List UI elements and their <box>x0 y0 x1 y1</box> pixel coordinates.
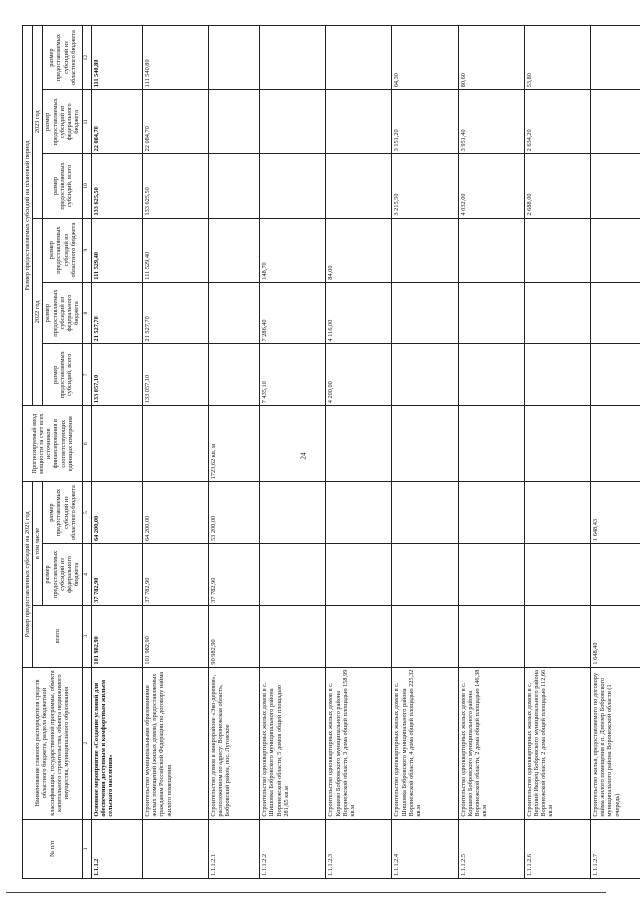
value-cell: 111 529,40 <box>142 218 208 282</box>
value-cell: 101 982,90 <box>91 605 142 667</box>
value-cell <box>590 218 640 282</box>
value-cell <box>208 154 259 218</box>
value-cell: 111 540,80 <box>91 26 142 90</box>
value-cell: 3 215,50 <box>392 154 458 218</box>
value-cell: 64 200,00 <box>142 482 208 544</box>
value-cell <box>260 406 326 482</box>
value-cell: 21 527,70 <box>91 282 142 344</box>
table-row <box>142 26 208 879</box>
header-plan: Размер предоставляемых субсидий на плановый период <box>23 26 33 406</box>
row-number-cell: 1.1.1.2.1 <box>208 819 259 878</box>
value-cell <box>524 605 590 667</box>
col-number: 12 <box>82 26 91 90</box>
value-cell <box>392 218 458 282</box>
value-cell: 4 032,00 <box>458 154 524 218</box>
row-name-cell: Строительство домов в микрорайоне «Эко-деревня», расположенном по адресу: Воронежская область, Бобровский район, пос. Луговское <box>208 667 259 819</box>
header-2023: 2023 год <box>33 26 43 219</box>
col-number: 11 <box>82 90 91 154</box>
value-cell <box>260 26 326 90</box>
value-cell: 64 200,00 <box>91 482 142 544</box>
col-number: 4 <box>82 544 91 606</box>
header-2022: 2022 год <box>33 218 43 406</box>
row-name-cell: Строительство жилья, предоставляемого по договору найма жилого помещения в п. Дзензер Бобровского муниципального района Воронежской области (1 очередь) <box>590 667 640 819</box>
value-cell <box>458 218 524 282</box>
value-cell: 4 116,00 <box>326 282 392 344</box>
value-cell <box>458 482 524 544</box>
row-name-cell: Строительство муниципальными образованиями жилых помещений (жилых домов), предоставляемых гражданам Российской Федерации по договору найма жилого помещения <box>142 667 208 819</box>
col-number: 2 <box>82 667 91 819</box>
column-numbers-row <box>82 26 91 879</box>
row-name-cell: Строительство одноквартирных жилых домов в с. Верхний Икорец Бобровского муниципального района Воронежской области, 2 дома общей площадью 112,66 кв.м <box>524 667 590 819</box>
table-row <box>91 26 142 879</box>
value-cell: 3 151,20 <box>392 90 458 154</box>
value-cell <box>524 482 590 544</box>
value-cell <box>590 406 640 482</box>
header-2021: Размер предоставленных субсидий на 2021 год <box>23 482 33 667</box>
header-obl-2023: размер предоставляемых субсидий из областного бюджета <box>43 26 82 90</box>
page-bottom-line <box>6 892 606 893</box>
col-number: 8 <box>82 282 91 344</box>
value-cell <box>208 218 259 282</box>
value-cell: 84,00 <box>326 218 392 282</box>
value-cell <box>590 26 640 90</box>
value-cell <box>260 482 326 544</box>
row-number-cell: 1.1.1.2.5 <box>458 819 524 878</box>
value-cell: 64,30 <box>392 26 458 90</box>
value-cell <box>208 90 259 154</box>
value-cell <box>590 544 640 606</box>
value-cell <box>458 344 524 406</box>
header-total-2023: размер предоставляемых субсидий, всего <box>43 154 82 218</box>
row-name-cell: Строительство одноквартирных жилых домов в с. Коршево Бобровского муниципального района Воронежской области, 2 дома общей площадью 146,38 кв.м <box>458 667 524 819</box>
value-cell: 101 982,90 <box>142 605 208 667</box>
value-cell <box>326 605 392 667</box>
value-cell <box>458 282 524 344</box>
value-cell <box>458 605 524 667</box>
value-cell: 53 200,00 <box>208 482 259 544</box>
value-cell: 133 057,10 <box>91 344 142 406</box>
header-obl-2022: размер предоставляемых субсидий из областного бюджета <box>43 218 82 282</box>
value-cell <box>91 406 142 482</box>
row-number-cell <box>142 819 208 878</box>
value-cell <box>590 90 640 154</box>
row-number-cell: 1.1.1.2.4 <box>392 819 458 878</box>
value-cell: 1723,62 кв. м <box>208 406 259 482</box>
value-cell: 80,60 <box>458 26 524 90</box>
row-name-cell: Строительство одноквартирных жилых домов в с. Коршево Бобровского муниципального района Воронежской области, 3 дома общей площадью 158,99 кв.м <box>326 667 392 819</box>
value-cell: 53,80 <box>524 26 590 90</box>
table-row <box>524 26 590 879</box>
header-fed-2023: размер предоставляемых субсидий из федерального бюджета <box>43 90 82 154</box>
value-cell <box>458 544 524 606</box>
value-cell: 22 084,70 <box>91 90 142 154</box>
col-number: 9 <box>82 218 91 282</box>
value-cell <box>260 544 326 606</box>
table-row <box>208 26 259 879</box>
value-cell <box>260 154 326 218</box>
value-cell <box>326 154 392 218</box>
value-cell: 22 084,70 <box>142 90 208 154</box>
header-fed-2021: размер предоставляемых субсидий из федерального бюджета <box>43 544 82 606</box>
header-incl: в том числе <box>33 482 43 606</box>
value-cell: 3 951,40 <box>458 90 524 154</box>
value-cell <box>326 544 392 606</box>
value-cell: 111 529,40 <box>91 218 142 282</box>
value-cell <box>590 154 640 218</box>
value-cell <box>208 282 259 344</box>
table-row <box>590 26 640 879</box>
table-row <box>326 26 392 879</box>
value-cell: 21 527,70 <box>142 282 208 344</box>
header-capacity: Прогнозируемый ввод мощности за счет всех источников финансирования в соответствующих единицах измерения <box>23 406 83 482</box>
row-number-cell: 1.1.1.2.3 <box>326 819 392 878</box>
value-cell <box>260 90 326 154</box>
subsidy-table-container <box>22 25 621 879</box>
value-cell <box>326 482 392 544</box>
value-cell <box>392 544 458 606</box>
row-number-cell: 1.1.1.2 <box>91 819 142 878</box>
table-row <box>458 26 524 879</box>
header-name: Наименование главного распорядителя средств областного бюджета, раздела бюджетной классификации, государственной программы, объекта капитального строительства, объекта недвижимого имущества, муниципального образования <box>23 667 83 819</box>
value-cell: 133 625,50 <box>142 154 208 218</box>
value-cell: 37 782,90 <box>208 544 259 606</box>
col-number: 7 <box>82 344 91 406</box>
header-total-2021: всего <box>33 605 82 667</box>
value-cell <box>590 344 640 406</box>
row-name-cell: Строительство одноквартирных жилых домов в с. Шишовка Бобровского муниципального района Воронежской области, 4 дома общей площадью 225,32 кв.м <box>392 667 458 819</box>
header-total-2022: размер предоставляемых субсидий, всего <box>43 344 82 406</box>
col-number: 5 <box>82 482 91 544</box>
value-cell: 111 540,80 <box>142 26 208 90</box>
value-cell <box>260 605 326 667</box>
value-cell <box>458 406 524 482</box>
value-cell <box>392 282 458 344</box>
value-cell <box>142 406 208 482</box>
value-cell <box>392 605 458 667</box>
value-cell <box>326 26 392 90</box>
value-cell: 2 634,20 <box>524 90 590 154</box>
row-number-cell: 1.1.1.2.7 <box>590 819 640 878</box>
value-cell <box>392 406 458 482</box>
row-name-cell: Основное мероприятие «Создание условий для обеспечения доступным и комфортным жильем сельского населения» <box>91 667 142 819</box>
value-cell: 133 057,10 <box>142 344 208 406</box>
value-cell <box>590 282 640 344</box>
value-cell <box>524 282 590 344</box>
value-cell: 7 286,40 <box>260 282 326 344</box>
table-row <box>392 26 458 879</box>
value-cell <box>524 406 590 482</box>
value-cell <box>392 482 458 544</box>
value-cell <box>524 544 590 606</box>
value-cell <box>326 90 392 154</box>
value-cell: 4 200,00 <box>326 344 392 406</box>
value-cell: 1 648,43 <box>590 482 640 544</box>
value-cell: 1 648,40 <box>590 605 640 667</box>
value-cell: 37 782,90 <box>142 544 208 606</box>
value-cell: 7 435,10 <box>260 344 326 406</box>
row-number-cell: 1.1.1.2.6 <box>524 819 590 878</box>
row-number-cell: 1.1.1.2.2 <box>260 819 326 878</box>
value-cell: 37 782,90 <box>91 544 142 606</box>
row-name-cell: Строительство одноквартирных жилых домов в с. Шишовка Бобровского муниципального района Воронежской области, 5 домов общей площадью 281,65 кв.м <box>260 667 326 819</box>
value-cell <box>524 218 590 282</box>
header-fed-2022: размер предоставляемых субсидий из федерального бюджета <box>43 282 82 344</box>
value-cell: 148,70 <box>260 218 326 282</box>
value-cell <box>208 344 259 406</box>
col-number: 6 <box>82 406 91 482</box>
value-cell: 133 625,50 <box>91 154 142 218</box>
value-cell <box>392 344 458 406</box>
value-cell: 90 982,90 <box>208 605 259 667</box>
value-cell <box>524 344 590 406</box>
value-cell: 2 688,00 <box>524 154 590 218</box>
col-number: 3 <box>82 605 91 667</box>
value-cell <box>208 26 259 90</box>
col-number: 10 <box>82 154 91 218</box>
col-number: 1 <box>82 819 91 878</box>
table-row <box>260 26 326 879</box>
header-num: № п/п <box>23 819 83 878</box>
header-obl-2021: размер предоставляемых субсидий из областного бюджета <box>43 482 82 544</box>
subsidy-table <box>22 25 640 879</box>
value-cell <box>326 406 392 482</box>
page-number: 24 <box>299 452 308 460</box>
